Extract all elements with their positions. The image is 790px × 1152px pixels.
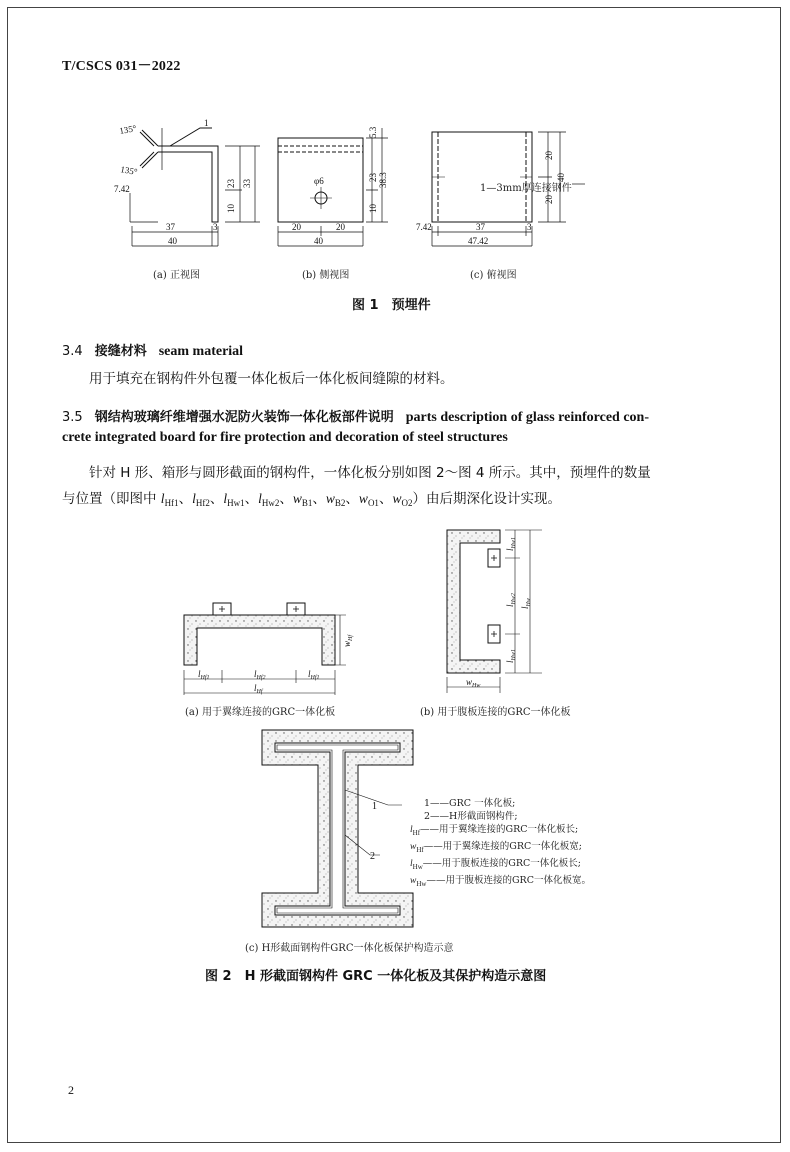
fig1b-d53: 5.3 [368,126,378,138]
var-l-hf1: $l_{Hf1}$ [160,491,179,508]
fig2c-label1: 1 [372,801,377,812]
figure1-drawing [100,118,720,268]
fig2a-lhf1-b: $l_{Hf1}$ [308,669,320,681]
fig1a-d23: 23 [226,179,236,188]
figure2-sub-c: (c) H形截面钢构件GRC一体化板保护构造示意 [245,943,454,954]
figure2-title: 图 2 H 形截面钢构件 GRC 一体化板及其保护构造示意图 [205,969,547,984]
legend-item-lhf: $l_{Hf}——$用于翼缘连接的GRC一体化板长; [410,824,579,837]
legend-item-2: 2——H形截面钢构件; [424,811,518,822]
figure1-sub-a: (a) 正视图 [153,270,200,281]
section-3-4-title-cn: 接缝材料 [94,344,147,359]
fig1c-d742: 7.42 [416,222,432,232]
fig1b-d383: 38.3 [378,172,388,188]
section-3-4-body: 用于填充在钢构件外包覆一体化板后一体化板间缝隙的材料。 [89,371,454,387]
var-l-hw2: $l_{Hw2}$ [258,491,280,508]
fig2a-whf: $w_{Hf}$ [342,634,354,647]
section-3-5-heading-cont [62,430,508,446]
fig1b-d20a: 20 [292,222,301,232]
var-w-b2: $w_{B2}$ [325,491,346,508]
section-3-4-title-en: seam material [158,344,244,359]
fig2c-h-section [262,730,413,927]
figure2-sub-a: (a) 用于翼缘连接的GRC一体化板 [185,707,336,718]
fig1c-d37: 37 [476,222,485,232]
fig1a-d33: 33 [242,179,252,188]
figure1-legend: 1—3mm厚连接钢件 [480,183,572,194]
fig1a-d37: 37 [166,222,175,232]
fig1b-d23: 23 [368,173,378,182]
fig2a-lhf2: $l_{Hf2}$ [254,669,266,681]
figure1-title: 图 1 预埋件 [352,298,431,313]
fig1b-d40: 40 [314,236,323,246]
section-3-5-heading [62,406,649,426]
fig2b-whw: $w_{Hw}$ [466,677,481,689]
section-3-5-title-en-cont: crete integrated board for fire protection and decoration of steel structures [62,430,508,445]
section-3-4-number: 3.4 [62,344,83,359]
body-line2-prefix: 与位置（即图中 [62,491,161,507]
section-3-4-heading [62,340,243,360]
fig1a-angle1: 135° [118,123,138,136]
fig1a-front-view [130,128,260,246]
fig1a-d742: 7.42 [114,184,130,194]
var-w-b1: $w_{B1}$ [292,491,313,508]
fig1a-d3: 3 [213,222,218,232]
fig1c-d40: 40 [556,173,566,182]
var-w-o2: $w_{O2}$ [392,491,413,508]
var-l-hw1: $l_{Hw1}$ [223,491,245,508]
legend-item-whf: $w_{Hf}——$用于翼缘连接的GRC一体化板宽; [410,841,582,854]
standard-code: T/CSCS 031－2022 [62,59,181,74]
fig2b-lhw1-a: $l_{Hw1}$ [505,537,517,551]
fig2c-label2: 2 [370,851,375,862]
var-w-o1: $w_{O1}$ [358,491,379,508]
legend-item-whw: $w_{Hw}——$用于腹板连接的GRC一体化板宽。 [410,875,591,888]
section-3-5-title-en: parts description of glass reinforced con- [405,410,650,425]
fig2a-flange-board [184,603,346,695]
fig2b-lhw: $l_{Hw}$ [520,598,532,609]
figure2-sub-b: (b) 用于腹板连接的GRC一体化板 [420,707,571,718]
fig1c-d20b: 20 [544,195,554,204]
fig2b-lhw1-b: $l_{Hw1}$ [505,649,517,663]
body-line2-suffix: ）由后期深化设计实现。 [412,491,561,507]
legend-item-1: 1——GRC 一体化板; [424,798,516,809]
fig1a-d40: 40 [168,236,177,246]
figure1-sub-b: (b) 侧视图 [302,270,350,281]
fig1c-d20a: 20 [544,151,554,160]
section-3-5-body-line2: 与位置（即图中 $l_{Hf1}$、$l_{Hf2}$、$l_{Hw1}$、$l_{Hw2}$、$w_{B1}$、$w_{B2}$、$w_{O1}$、$w_{O2}$）由后期深化设计实现。 [62,491,561,508]
fig2b-web-board [447,530,542,693]
page-number: 2 [68,1083,74,1097]
section-3-5-body-line1: 针对 H 形、箱形与圆形截面的钢构件，一体化板分别如图 2～图 4 所示。其中，预埋件的数量 [89,465,651,481]
var-l-hf2: $l_{Hf2}$ [192,491,210,508]
fig1b-d10: 10 [368,204,378,213]
figure1-sub-c: (c) 俯视图 [470,270,517,281]
figure2-legend [410,797,591,891]
section-3-5-number: 3.5 [62,410,83,425]
fig2b-lhw2: $l_{Hw2}$ [505,593,517,607]
section-3-5-title-cn: 钢结构玻璃纤维增强水泥防火装饰一体化板部件说明 [94,410,394,425]
fig1c-d3: 3 [527,222,532,232]
fig2a-lhf1-a: $l_{Hf1}$ [198,669,210,681]
fig1a-angle2: 135° [119,164,139,177]
legend-item-lhw: $l_{Hw}——$用于腹板连接的GRC一体化板长; [410,858,581,871]
fig1b-hole: φ6 [314,176,324,186]
fig2a-lhf: $l_{Hf}$ [254,683,263,695]
fig1a-label1: 1 [204,118,209,128]
fig1c-d4742: 47.42 [468,236,489,246]
fig1a-d10: 10 [226,204,236,213]
fig1b-d20b: 20 [336,222,345,232]
